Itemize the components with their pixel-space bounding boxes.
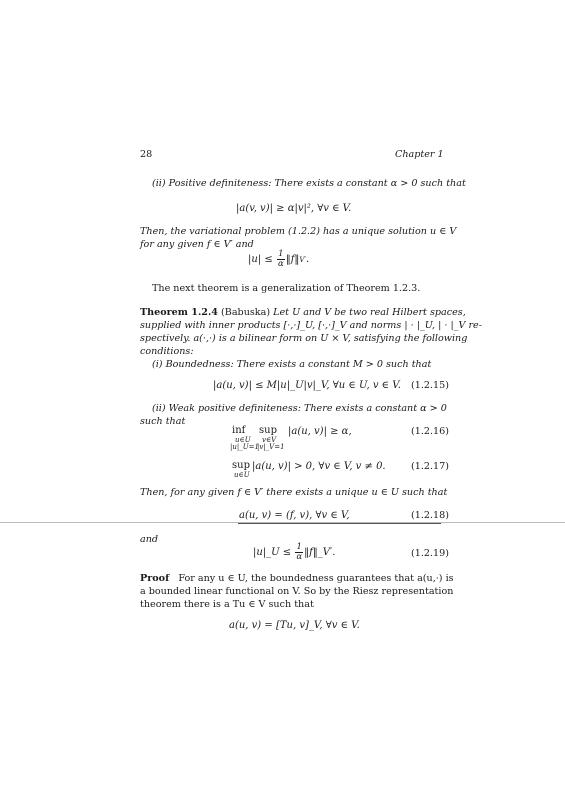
item-ii-lead: (ii) Positive definiteness: There exists a constant α > 0 such that xyxy=(152,178,466,189)
equation-tag-1-2-16: (1.2.16) xyxy=(411,426,450,437)
bound-den: α xyxy=(277,259,284,269)
equation-1-2-15: |a(u, v)| ≤ M|u|_U|v|_V, ∀u ∈ U, v ∈ V. xyxy=(213,380,401,391)
proof-line1 xyxy=(140,573,454,586)
riesz-formula: a(u, v) = [Tu, v]_V, ∀v ∈ V. xyxy=(229,620,360,631)
positive-definiteness-formula: |a(v, v)| ≥ α|v|², ∀v ∈ V. xyxy=(236,203,352,214)
e19-rhs: ‖f‖_V′. xyxy=(304,547,336,558)
e19-den: α xyxy=(296,552,303,562)
then-para-line1: Then, the variational problem (1.2.2) has a unique solution u ∈ V xyxy=(140,226,457,237)
equation-tag-1-2-19: (1.2.19) xyxy=(411,548,450,559)
scan-divider-line xyxy=(0,522,565,523)
inf-subscript-1: u∈U xyxy=(235,436,251,444)
theorem-line3: spectively. a(·,·) is a bilinear form on U × V, satisfying the following xyxy=(140,333,468,344)
bound-sub: V′ xyxy=(299,256,307,264)
bound-rhs: ‖f‖ xyxy=(285,254,300,265)
equation-1-2-16-formula: |a(u, v)| ≥ α, xyxy=(288,426,352,437)
sup-subscript-1: v∈V xyxy=(262,436,277,444)
bound-end: . xyxy=(306,254,310,265)
equation-1-2-17-formula: |a(u, v)| > 0, ∀v ∈ V, v ≠ 0. xyxy=(252,461,386,472)
theorem-label: Theorem 1.2.4 xyxy=(140,307,218,318)
equation-underline xyxy=(238,523,441,524)
generalization-sentence: The next theorem is a generalization of Theorem 1.2.3. xyxy=(152,283,421,294)
e19-num: 1 xyxy=(296,542,302,552)
sup-subscript-3: u∈U xyxy=(234,471,250,479)
theorem-line2: supplied with inner products [·,·]_U, [·,·]_V and norms | · |_U, | · |_V re- xyxy=(140,320,482,331)
e19-lhs: |u|_U ≤ xyxy=(253,547,292,558)
condition-ii-line1: (ii) Weak positive definiteness: There exists a constant α > 0 xyxy=(152,403,447,414)
then-statement: Then, for any given f ∈ V′ there exists a unique u ∈ U such that xyxy=(140,487,448,498)
proof-line3: theorem there is a Tu ∈ V such that xyxy=(140,599,314,610)
theorem-line4: conditions: xyxy=(140,346,194,357)
e19-fraction xyxy=(295,543,303,562)
equation-tag-1-2-15: (1.2.15) xyxy=(411,380,450,391)
then-para-line2: for any given f ∈ V′ and xyxy=(140,239,254,250)
and-word: and xyxy=(140,534,159,545)
sup-operator: sup xyxy=(259,425,277,436)
proof-line1-text: For any u ∈ U, the boundedness guarantees that a(u,·) is xyxy=(178,573,454,584)
proof-label: Proof xyxy=(140,573,170,584)
chapter-header: Chapter 1 xyxy=(395,149,444,160)
theorem-line1-rest: Let U and V be two real Hilbert spaces, xyxy=(270,307,466,318)
condition-ii-line2: such that xyxy=(140,416,186,427)
bound-num: 1 xyxy=(278,249,284,259)
proof-line2: a bounded linear functional on V. So by the Riesz representation xyxy=(140,586,454,597)
equation-1-2-18: a(u, v) = (f, v), ∀v ∈ V, xyxy=(239,510,350,521)
sup-subscript-2: |v|_V=1 xyxy=(257,443,285,451)
page-number: 28 xyxy=(140,149,153,160)
equation-tag-1-2-17: (1.2.17) xyxy=(411,461,450,472)
equation-tag-1-2-18: (1.2.18) xyxy=(411,510,450,521)
bound-lhs: |u| ≤ xyxy=(248,254,273,265)
bound-formula xyxy=(248,250,309,269)
theorem-name: (Babuska) xyxy=(217,307,271,318)
theorem-line1 xyxy=(140,307,466,320)
inf-operator: inf xyxy=(232,425,246,436)
inf-subscript-2: |u|_U=1 xyxy=(230,443,259,451)
equation-1-2-19 xyxy=(253,543,335,562)
bound-fraction xyxy=(277,250,285,269)
sup-operator-2: sup xyxy=(232,460,250,471)
condition-i: (i) Boundedness: There exists a constant M > 0 such that xyxy=(152,359,432,370)
